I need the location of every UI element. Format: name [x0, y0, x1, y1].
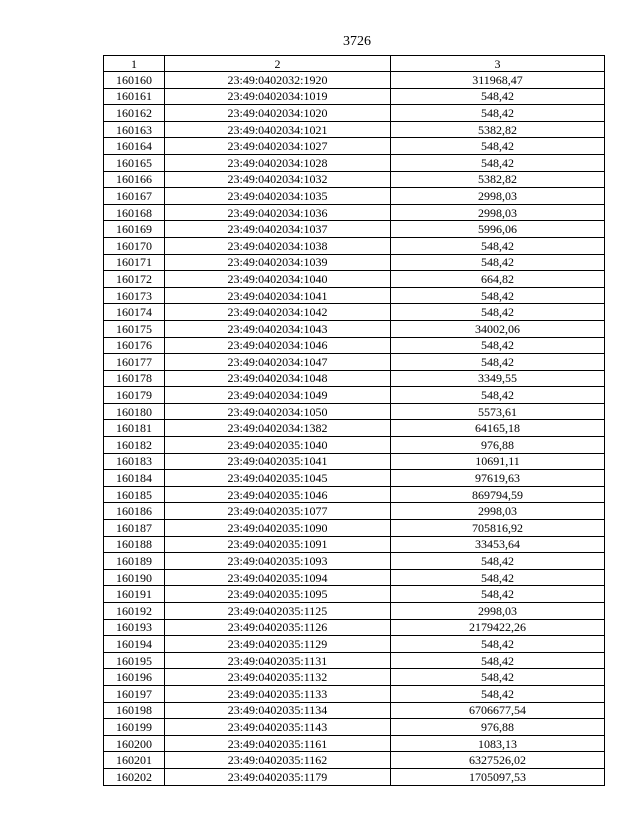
value-cell: 548,42 [391, 685, 605, 702]
cadastral-number-cell: 23:49:0402034:1038 [165, 237, 391, 254]
value-cell: 548,42 [391, 254, 605, 271]
row-number-cell: 160191 [104, 586, 165, 603]
table-row [104, 121, 605, 138]
table-row [104, 536, 605, 553]
table-row [104, 685, 605, 702]
value-cell: 3349,55 [391, 370, 605, 387]
cadastral-number-cell: 23:49:0402035:1094 [165, 569, 391, 586]
cadastral-number-cell: 23:49:0402034:1035 [165, 188, 391, 205]
header-row [104, 56, 605, 72]
table-row [104, 470, 605, 487]
cadastral-number-cell: 23:49:0402034:1049 [165, 387, 391, 404]
table-row [104, 271, 605, 288]
row-number-cell: 160176 [104, 337, 165, 354]
cadastral-number-cell: 23:49:0402034:1041 [165, 287, 391, 304]
table-row [104, 719, 605, 736]
row-number-cell: 160182 [104, 437, 165, 454]
row-number-cell: 160181 [104, 420, 165, 437]
cadastral-number-cell: 23:49:0402034:1032 [165, 171, 391, 188]
value-cell: 548,42 [391, 354, 605, 371]
row-number-cell: 160194 [104, 636, 165, 653]
row-number-cell: 160169 [104, 221, 165, 238]
table-row [104, 354, 605, 371]
cadastral-number-cell: 23:49:0402035:1040 [165, 437, 391, 454]
value-cell: 5382,82 [391, 171, 605, 188]
cadastral-number-cell: 23:49:0402034:1039 [165, 254, 391, 271]
row-number-cell: 160170 [104, 237, 165, 254]
cadastral-number-cell: 23:49:0402035:1143 [165, 719, 391, 736]
cadastral-number-cell: 23:49:0402035:1046 [165, 486, 391, 503]
page-number: 3726 [343, 34, 371, 49]
cadastral-number-cell: 23:49:0402035:1091 [165, 536, 391, 553]
table-body [104, 72, 605, 786]
cadastral-number-cell: 23:49:0402035:1090 [165, 520, 391, 537]
value-cell: 5996,06 [391, 221, 605, 238]
row-number-cell: 160184 [104, 470, 165, 487]
row-number-cell: 160160 [104, 72, 165, 89]
table-row [104, 304, 605, 321]
table-row [104, 437, 605, 454]
cadastral-number-cell: 23:49:0402035:1129 [165, 636, 391, 653]
value-cell: 548,42 [391, 652, 605, 669]
row-number-cell: 160171 [104, 254, 165, 271]
table-row [104, 569, 605, 586]
table-row [104, 287, 605, 304]
cadastral-number-cell: 23:49:0402034:1046 [165, 337, 391, 354]
row-number-cell: 160164 [104, 138, 165, 155]
table-row [104, 752, 605, 769]
value-cell: 548,42 [391, 138, 605, 155]
row-number-cell: 160201 [104, 752, 165, 769]
row-number-cell: 160180 [104, 403, 165, 420]
row-number-cell: 160200 [104, 735, 165, 752]
row-number-cell: 160172 [104, 271, 165, 288]
table-row [104, 619, 605, 636]
table-row [104, 586, 605, 603]
cadastral-number-cell: 23:49:0402034:1027 [165, 138, 391, 155]
table-row [104, 652, 605, 669]
value-cell: 2998,03 [391, 603, 605, 620]
value-cell: 869794,59 [391, 486, 605, 503]
row-number-cell: 160174 [104, 304, 165, 321]
table-row [104, 138, 605, 155]
value-cell: 6327526,02 [391, 752, 605, 769]
cadastral-number-cell: 23:49:0402034:1019 [165, 88, 391, 105]
row-number-cell: 160178 [104, 370, 165, 387]
cadastral-number-cell: 23:49:0402035:1126 [165, 619, 391, 636]
row-number-cell: 160196 [104, 669, 165, 686]
table-row [104, 735, 605, 752]
row-number-cell: 160161 [104, 88, 165, 105]
value-cell: 64165,18 [391, 420, 605, 437]
table-row [104, 768, 605, 785]
table-row [104, 553, 605, 570]
table-row [104, 237, 605, 254]
table-row [104, 636, 605, 653]
cadastral-number-cell: 23:49:0402034:1037 [165, 221, 391, 238]
value-cell: 10691,11 [391, 453, 605, 470]
column-header-1: 1 [104, 56, 165, 72]
cadastral-number-cell: 23:49:0402034:1050 [165, 403, 391, 420]
value-cell: 1083,13 [391, 735, 605, 752]
cadastral-number-cell: 23:49:0402035:1095 [165, 586, 391, 603]
cadastral-number-cell: 23:49:0402035:1162 [165, 752, 391, 769]
cadastral-number-cell: 23:49:0402034:1028 [165, 154, 391, 171]
value-cell: 6706677,54 [391, 702, 605, 719]
table-row [104, 171, 605, 188]
row-number-cell: 160188 [104, 536, 165, 553]
row-number-cell: 160165 [104, 154, 165, 171]
row-number-cell: 160179 [104, 387, 165, 404]
data-table [103, 55, 605, 786]
table-row [104, 403, 605, 420]
row-number-cell: 160163 [104, 121, 165, 138]
column-header-3: 3 [391, 56, 605, 72]
value-cell: 548,42 [391, 553, 605, 570]
row-number-cell: 160166 [104, 171, 165, 188]
value-cell: 2998,03 [391, 204, 605, 221]
cadastral-number-cell: 23:49:0402035:1132 [165, 669, 391, 686]
column-header-2: 2 [165, 56, 391, 72]
value-cell: 548,42 [391, 569, 605, 586]
table-row [104, 387, 605, 404]
cadastral-number-cell: 23:49:0402034:1382 [165, 420, 391, 437]
table-row [104, 204, 605, 221]
value-cell: 97619,63 [391, 470, 605, 487]
row-number-cell: 160189 [104, 553, 165, 570]
cadastral-number-cell: 23:49:0402032:1920 [165, 72, 391, 89]
cadastral-number-cell: 23:49:0402034:1043 [165, 320, 391, 337]
value-cell: 548,42 [391, 287, 605, 304]
table-row [104, 486, 605, 503]
value-cell: 2998,03 [391, 503, 605, 520]
cadastral-number-cell: 23:49:0402035:1179 [165, 768, 391, 785]
table-row [104, 603, 605, 620]
value-cell: 705816,92 [391, 520, 605, 537]
cadastral-number-cell: 23:49:0402035:1133 [165, 685, 391, 702]
table-header [104, 56, 605, 72]
value-cell: 548,42 [391, 105, 605, 122]
table-row [104, 154, 605, 171]
value-cell: 5573,61 [391, 403, 605, 420]
row-number-cell: 160199 [104, 719, 165, 736]
cadastral-number-cell: 23:49:0402035:1077 [165, 503, 391, 520]
table-row [104, 105, 605, 122]
value-cell: 976,88 [391, 719, 605, 736]
row-number-cell: 160197 [104, 685, 165, 702]
row-number-cell: 160175 [104, 320, 165, 337]
table-row [104, 453, 605, 470]
row-number-cell: 160193 [104, 619, 165, 636]
row-number-cell: 160173 [104, 287, 165, 304]
cadastral-number-cell: 23:49:0402035:1134 [165, 702, 391, 719]
table-row [104, 420, 605, 437]
cadastral-number-cell: 23:49:0402035:1161 [165, 735, 391, 752]
value-cell: 33453,64 [391, 536, 605, 553]
row-number-cell: 160195 [104, 652, 165, 669]
value-cell: 1705097,53 [391, 768, 605, 785]
row-number-cell: 160167 [104, 188, 165, 205]
cadastral-number-cell: 23:49:0402034:1036 [165, 204, 391, 221]
value-cell: 311968,47 [391, 72, 605, 89]
cadastral-number-cell: 23:49:0402034:1047 [165, 354, 391, 371]
value-cell: 548,42 [391, 669, 605, 686]
table-row [104, 337, 605, 354]
cadastral-number-cell: 23:49:0402034:1048 [165, 370, 391, 387]
table-row [104, 520, 605, 537]
table-row [104, 88, 605, 105]
value-cell: 5382,82 [391, 121, 605, 138]
row-number-cell: 160202 [104, 768, 165, 785]
value-cell: 548,42 [391, 337, 605, 354]
row-number-cell: 160162 [104, 105, 165, 122]
row-number-cell: 160192 [104, 603, 165, 620]
cadastral-number-cell: 23:49:0402035:1131 [165, 652, 391, 669]
row-number-cell: 160177 [104, 354, 165, 371]
value-cell: 664,82 [391, 271, 605, 288]
value-cell: 548,42 [391, 387, 605, 404]
row-number-cell: 160190 [104, 569, 165, 586]
row-number-cell: 160187 [104, 520, 165, 537]
table-row [104, 221, 605, 238]
value-cell: 548,42 [391, 586, 605, 603]
row-number-cell: 160185 [104, 486, 165, 503]
table-row [104, 370, 605, 387]
table-row [104, 254, 605, 271]
cadastral-number-cell: 23:49:0402035:1125 [165, 603, 391, 620]
table-row [104, 72, 605, 89]
cadastral-number-cell: 23:49:0402034:1042 [165, 304, 391, 321]
value-cell: 34002,06 [391, 320, 605, 337]
row-number-cell: 160183 [104, 453, 165, 470]
table-row [104, 669, 605, 686]
cadastral-number-cell: 23:49:0402035:1045 [165, 470, 391, 487]
cadastral-number-cell: 23:49:0402035:1041 [165, 453, 391, 470]
value-cell: 548,42 [391, 304, 605, 321]
row-number-cell: 160186 [104, 503, 165, 520]
table-row [104, 503, 605, 520]
table-row [104, 702, 605, 719]
cadastral-number-cell: 23:49:0402034:1020 [165, 105, 391, 122]
cadastral-number-cell: 23:49:0402034:1040 [165, 271, 391, 288]
value-cell: 548,42 [391, 237, 605, 254]
table-row [104, 320, 605, 337]
row-number-cell: 160198 [104, 702, 165, 719]
value-cell: 976,88 [391, 437, 605, 454]
row-number-cell: 160168 [104, 204, 165, 221]
cadastral-number-cell: 23:49:0402034:1021 [165, 121, 391, 138]
value-cell: 2998,03 [391, 188, 605, 205]
value-cell: 2179422,26 [391, 619, 605, 636]
table-row [104, 188, 605, 205]
value-cell: 548,42 [391, 88, 605, 105]
cadastral-number-cell: 23:49:0402035:1093 [165, 553, 391, 570]
value-cell: 548,42 [391, 154, 605, 171]
value-cell: 548,42 [391, 636, 605, 653]
